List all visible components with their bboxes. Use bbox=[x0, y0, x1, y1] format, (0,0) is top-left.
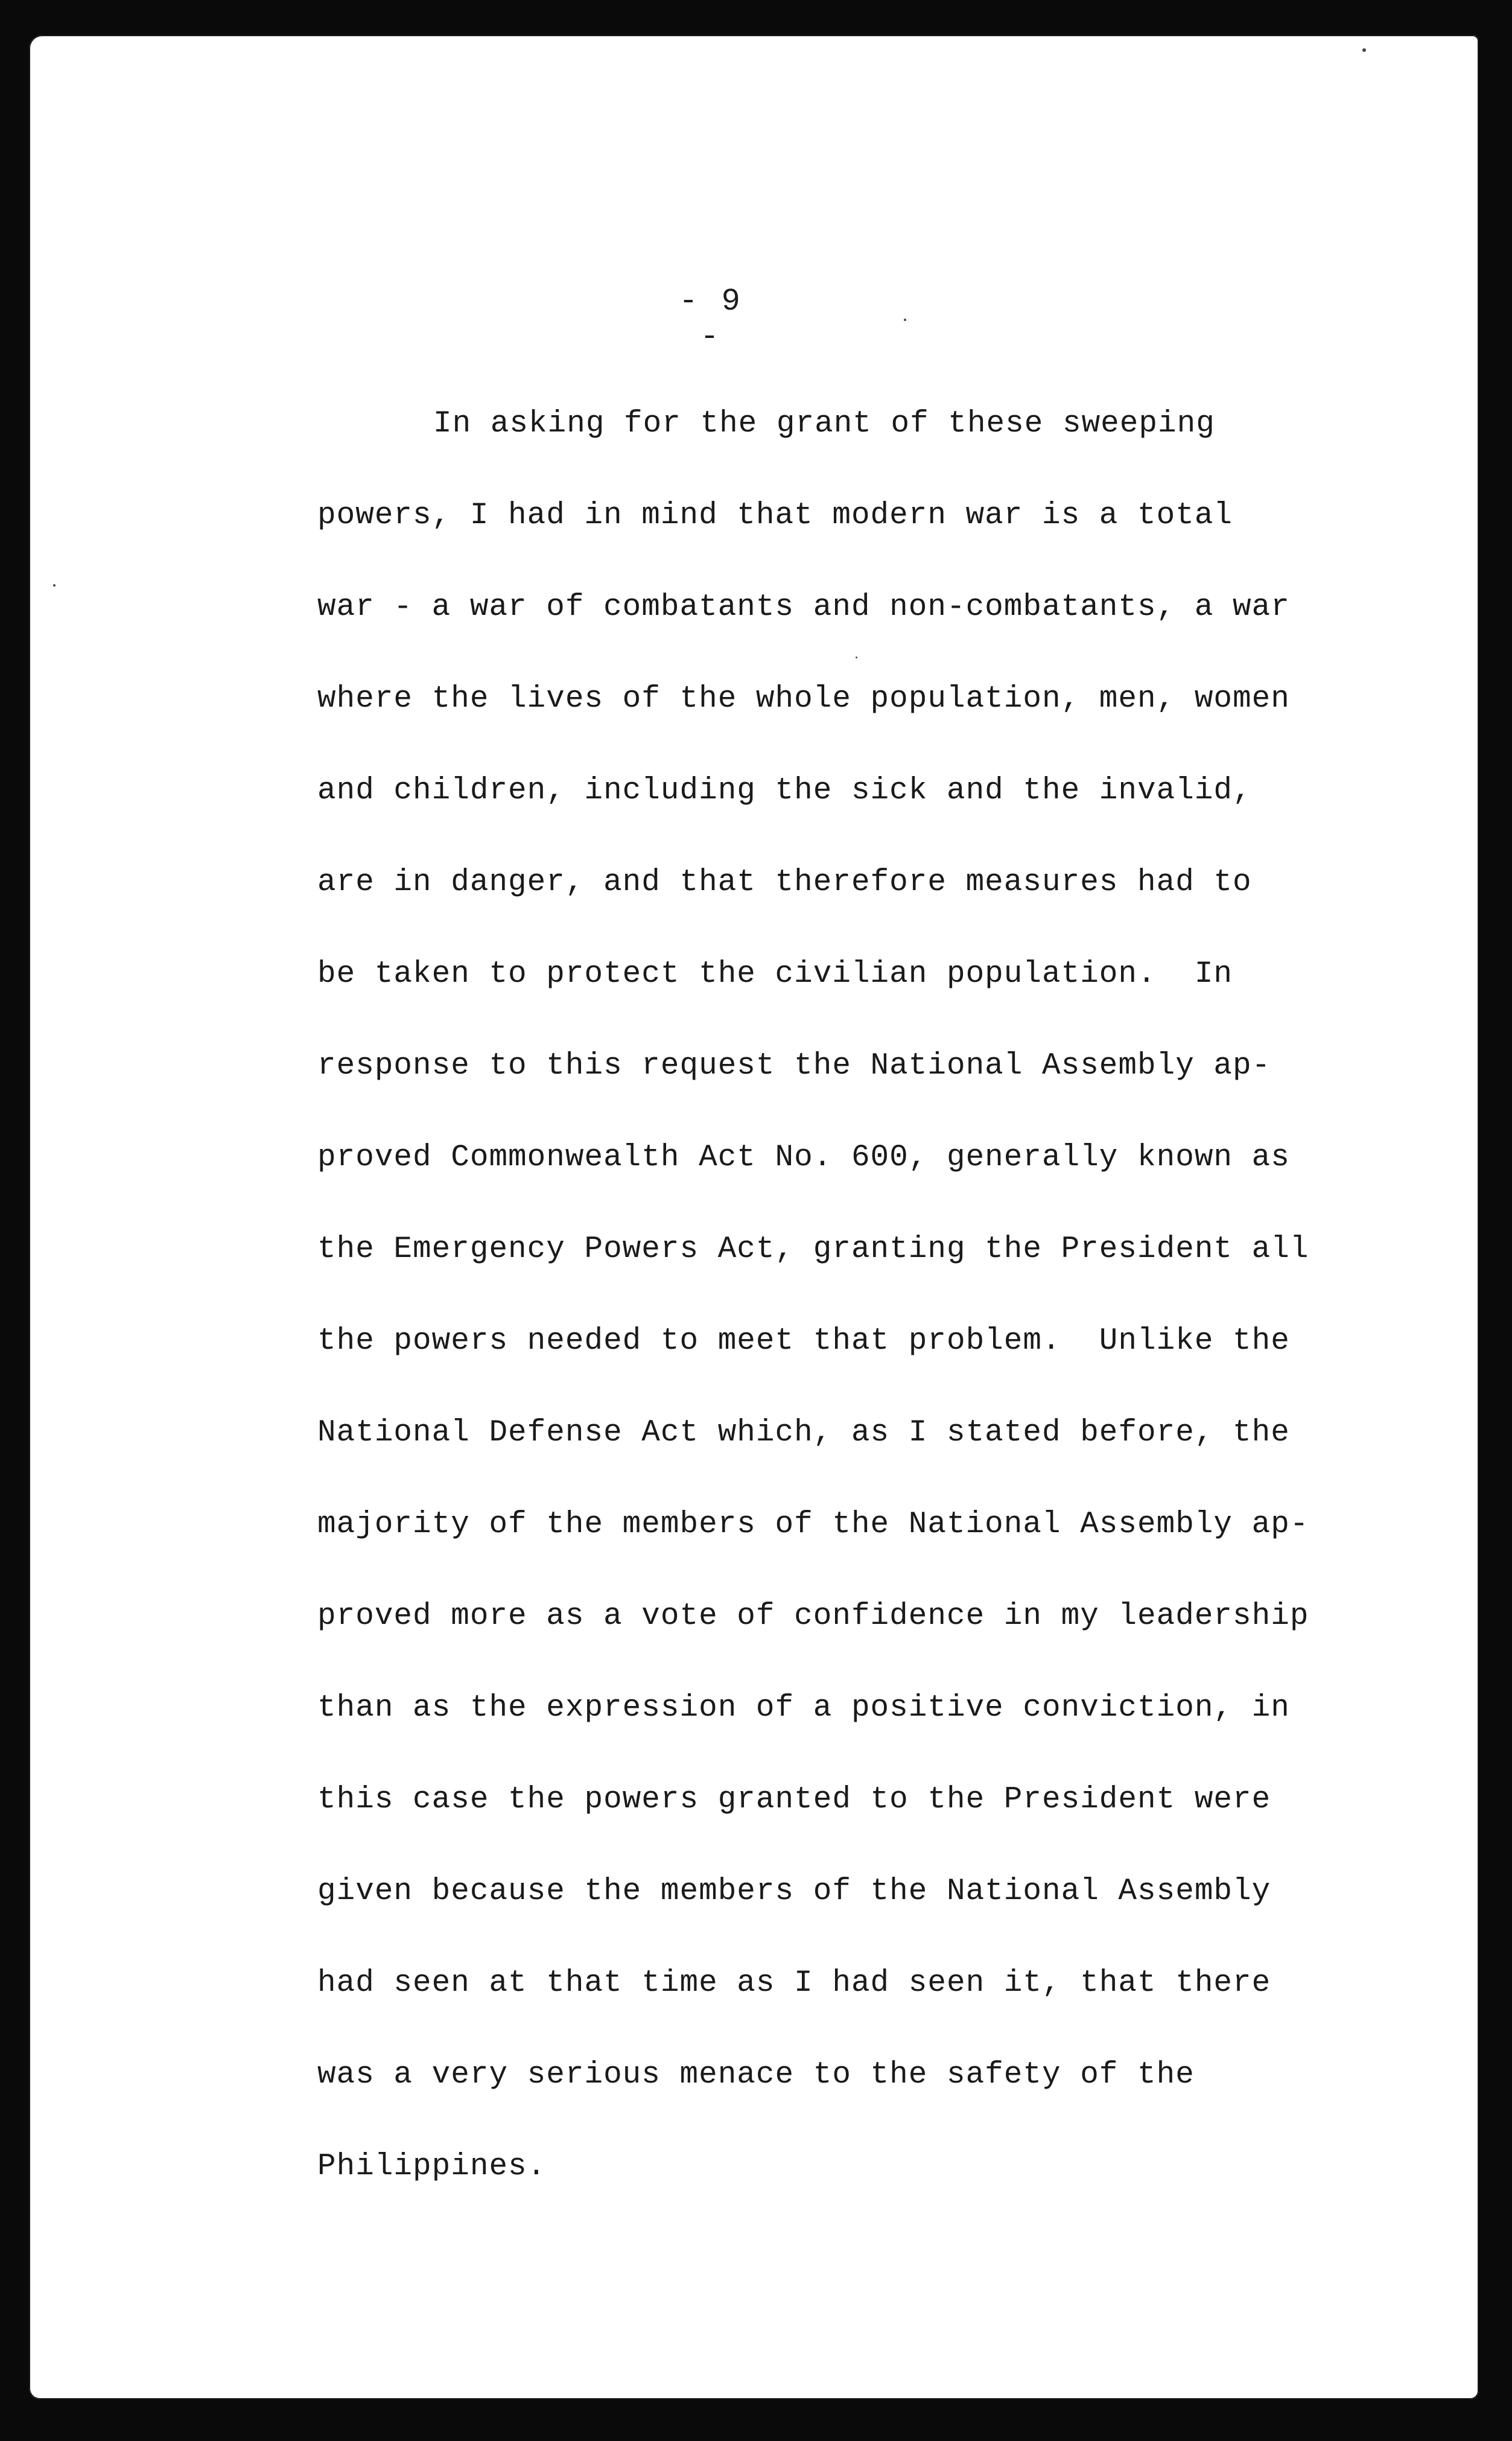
text-line: given because the members of the National Assembly bbox=[317, 1874, 1271, 1909]
text-line: In asking for the grant of these sweeping bbox=[433, 407, 1215, 441]
text-line: proved more as a vote of confidence in my leadership bbox=[317, 1599, 1309, 1634]
text-line: Philippines. bbox=[317, 2150, 547, 2184]
text-line: proved Commonwealth Act No. 600, generally known as bbox=[317, 1141, 1290, 1175]
text-line: are in danger, and that therefore measures had to bbox=[317, 865, 1252, 900]
page-number: - 9 - bbox=[679, 284, 743, 355]
dust-speck bbox=[1362, 48, 1366, 52]
dust-speck bbox=[904, 319, 906, 321]
body-paragraph bbox=[317, 403, 1319, 2238]
text-line: National Defense Act which, as I stated before, the bbox=[317, 1416, 1290, 1450]
text-line: and children, including the sick and the invalid, bbox=[317, 774, 1252, 808]
text-line: the powers needed to meet that problem. Unlike the bbox=[317, 1324, 1290, 1358]
text-line: than as the expression of a positive conviction, in bbox=[317, 1691, 1290, 1725]
text-line: response to this request the National Assembly ap- bbox=[317, 1049, 1271, 1083]
text-line: this case the powers granted to the President were bbox=[317, 1783, 1271, 1817]
text-line: was a very serious menace to the safety of the bbox=[317, 2058, 1195, 2092]
dust-speck bbox=[53, 584, 56, 587]
text-line: majority of the members of the National Assembly ap- bbox=[317, 1507, 1309, 1542]
text-line: had seen at that time as I had seen it, that there bbox=[317, 1966, 1271, 2000]
text-line: be taken to protect the civilian population. In bbox=[317, 957, 1233, 991]
text-line: the Emergency Powers Act, granting the President all bbox=[317, 1232, 1309, 1267]
text-line: powers, I had in mind that modern war is a total bbox=[317, 498, 1233, 533]
text-line: where the lives of the whole population, men, women bbox=[317, 682, 1290, 716]
text-line: war - a war of combatants and non-combatants, a war bbox=[317, 590, 1290, 625]
